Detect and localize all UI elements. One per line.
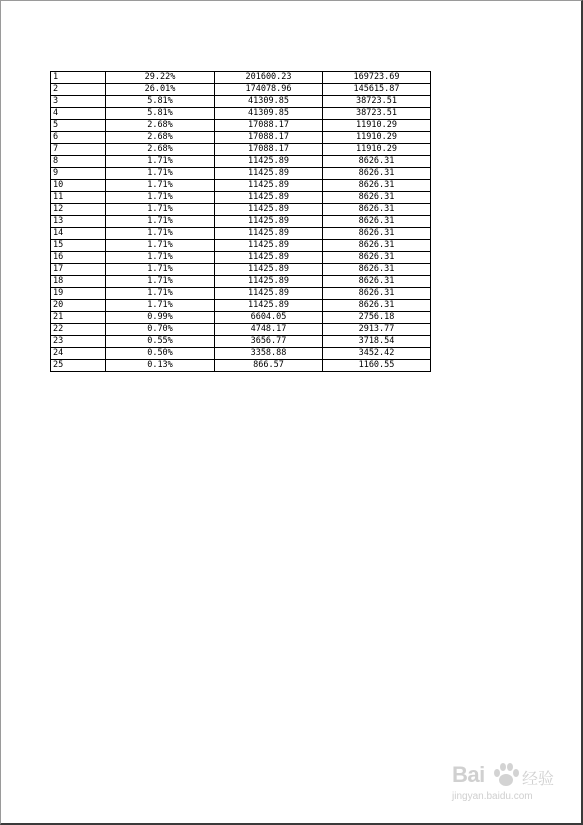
table-row xyxy=(51,96,431,108)
value-b-cell: 3718.54 xyxy=(323,336,431,348)
value-a-cell: 11425.89 xyxy=(215,180,323,192)
value-b-cell: 8626.31 xyxy=(323,180,431,192)
value-a-cell: 6604.05 xyxy=(215,312,323,324)
value-a-cell: 866.57 xyxy=(215,360,323,372)
value-a-cell: 17088.17 xyxy=(215,120,323,132)
value-b-cell: 2756.18 xyxy=(323,312,431,324)
value-b-cell: 169723.69 xyxy=(323,72,431,84)
row-index-cell: 3 xyxy=(51,96,106,108)
value-b-cell: 3452.42 xyxy=(323,348,431,360)
percent-cell: 1.71% xyxy=(106,168,215,180)
percent-cell: 1.71% xyxy=(106,156,215,168)
value-b-cell: 11910.29 xyxy=(323,120,431,132)
row-index-cell: 22 xyxy=(51,324,106,336)
value-b-cell: 8626.31 xyxy=(323,168,431,180)
table-row xyxy=(51,264,431,276)
row-index-cell: 25 xyxy=(51,360,106,372)
percent-cell: 1.71% xyxy=(106,240,215,252)
row-index-cell: 7 xyxy=(51,144,106,156)
value-b-cell: 8626.31 xyxy=(323,276,431,288)
percent-cell: 1.71% xyxy=(106,288,215,300)
value-a-cell: 11425.89 xyxy=(215,240,323,252)
table-row xyxy=(51,252,431,264)
paw-icon xyxy=(492,762,520,788)
value-b-cell: 11910.29 xyxy=(323,144,431,156)
row-index-cell: 4 xyxy=(51,108,106,120)
table-row xyxy=(51,168,431,180)
data-table xyxy=(50,71,431,372)
row-index-cell: 17 xyxy=(51,264,106,276)
table-row xyxy=(51,72,431,84)
percent-cell: 0.70% xyxy=(106,324,215,336)
percent-cell: 1.71% xyxy=(106,228,215,240)
value-a-cell: 11425.89 xyxy=(215,252,323,264)
value-b-cell: 8626.31 xyxy=(323,288,431,300)
table-row xyxy=(51,120,431,132)
row-index-cell: 19 xyxy=(51,288,106,300)
row-index-cell: 15 xyxy=(51,240,106,252)
value-a-cell: 11425.89 xyxy=(215,168,323,180)
value-b-cell: 8626.31 xyxy=(323,216,431,228)
table-row xyxy=(51,84,431,96)
value-b-cell: 8626.31 xyxy=(323,204,431,216)
value-a-cell: 11425.89 xyxy=(215,276,323,288)
row-index-cell: 6 xyxy=(51,132,106,144)
table-row xyxy=(51,312,431,324)
watermark xyxy=(452,762,562,812)
watermark-logo-text: Bai xyxy=(452,762,485,787)
table-row xyxy=(51,360,431,372)
value-a-cell: 174078.96 xyxy=(215,84,323,96)
table-row xyxy=(51,336,431,348)
table-row xyxy=(51,204,431,216)
table-row xyxy=(51,324,431,336)
value-b-cell: 1160.55 xyxy=(323,360,431,372)
percent-cell: 0.50% xyxy=(106,348,215,360)
row-index-cell: 18 xyxy=(51,276,106,288)
value-a-cell: 3358.88 xyxy=(215,348,323,360)
row-index-cell: 24 xyxy=(51,348,106,360)
value-a-cell: 41309.85 xyxy=(215,96,323,108)
percent-cell: 2.68% xyxy=(106,120,215,132)
percent-cell: 0.55% xyxy=(106,336,215,348)
value-b-cell: 145615.87 xyxy=(323,84,431,96)
percent-cell: 2.68% xyxy=(106,132,215,144)
value-b-cell: 8626.31 xyxy=(323,192,431,204)
percent-cell: 1.71% xyxy=(106,264,215,276)
row-index-cell: 16 xyxy=(51,252,106,264)
table-row xyxy=(51,192,431,204)
value-a-cell: 41309.85 xyxy=(215,108,323,120)
row-index-cell: 5 xyxy=(51,120,106,132)
percent-cell: 1.71% xyxy=(106,204,215,216)
table-row xyxy=(51,144,431,156)
table-row xyxy=(51,228,431,240)
percent-cell: 1.71% xyxy=(106,216,215,228)
value-b-cell: 38723.51 xyxy=(323,108,431,120)
value-a-cell: 201600.23 xyxy=(215,72,323,84)
value-a-cell: 3656.77 xyxy=(215,336,323,348)
value-b-cell: 8626.31 xyxy=(323,240,431,252)
table-row xyxy=(51,132,431,144)
table-row xyxy=(51,348,431,360)
percent-cell: 1.71% xyxy=(106,180,215,192)
table-row xyxy=(51,276,431,288)
row-index-cell: 10 xyxy=(51,180,106,192)
percent-cell: 29.22% xyxy=(106,72,215,84)
value-b-cell: 8626.31 xyxy=(323,264,431,276)
percent-cell: 0.99% xyxy=(106,312,215,324)
value-a-cell: 11425.89 xyxy=(215,300,323,312)
percent-cell: 5.81% xyxy=(106,108,215,120)
row-index-cell: 9 xyxy=(51,168,106,180)
table-row xyxy=(51,240,431,252)
table-row xyxy=(51,216,431,228)
row-index-cell: 12 xyxy=(51,204,106,216)
percent-cell: 1.71% xyxy=(106,252,215,264)
value-a-cell: 17088.17 xyxy=(215,144,323,156)
value-a-cell: 11425.89 xyxy=(215,264,323,276)
value-b-cell: 38723.51 xyxy=(323,96,431,108)
row-index-cell: 8 xyxy=(51,156,106,168)
percent-cell: 2.68% xyxy=(106,144,215,156)
percent-cell: 1.71% xyxy=(106,192,215,204)
value-a-cell: 11425.89 xyxy=(215,216,323,228)
value-b-cell: 2913.77 xyxy=(323,324,431,336)
percent-cell: 26.01% xyxy=(106,84,215,96)
value-b-cell: 8626.31 xyxy=(323,252,431,264)
value-b-cell: 8626.31 xyxy=(323,228,431,240)
percent-cell: 1.71% xyxy=(106,276,215,288)
value-b-cell: 8626.31 xyxy=(323,300,431,312)
row-index-cell: 1 xyxy=(51,72,106,84)
percent-cell: 5.81% xyxy=(106,96,215,108)
row-index-cell: 13 xyxy=(51,216,106,228)
row-index-cell: 14 xyxy=(51,228,106,240)
row-index-cell: 21 xyxy=(51,312,106,324)
table-body xyxy=(51,72,431,372)
table-row xyxy=(51,156,431,168)
percent-cell: 0.13% xyxy=(106,360,215,372)
watermark-url: jingyan.baidu.com xyxy=(452,791,533,802)
table-row xyxy=(51,180,431,192)
value-a-cell: 17088.17 xyxy=(215,132,323,144)
table-row xyxy=(51,108,431,120)
table-row xyxy=(51,300,431,312)
value-b-cell: 11910.29 xyxy=(323,132,431,144)
watermark-cn-text: 经验 xyxy=(522,769,555,788)
value-a-cell: 11425.89 xyxy=(215,288,323,300)
row-index-cell: 23 xyxy=(51,336,106,348)
value-a-cell: 11425.89 xyxy=(215,228,323,240)
percent-cell: 1.71% xyxy=(106,300,215,312)
row-index-cell: 11 xyxy=(51,192,106,204)
value-a-cell: 11425.89 xyxy=(215,204,323,216)
row-index-cell: 2 xyxy=(51,84,106,96)
value-b-cell: 8626.31 xyxy=(323,156,431,168)
value-a-cell: 4748.17 xyxy=(215,324,323,336)
value-a-cell: 11425.89 xyxy=(215,192,323,204)
table-row xyxy=(51,288,431,300)
value-a-cell: 11425.89 xyxy=(215,156,323,168)
row-index-cell: 20 xyxy=(51,300,106,312)
